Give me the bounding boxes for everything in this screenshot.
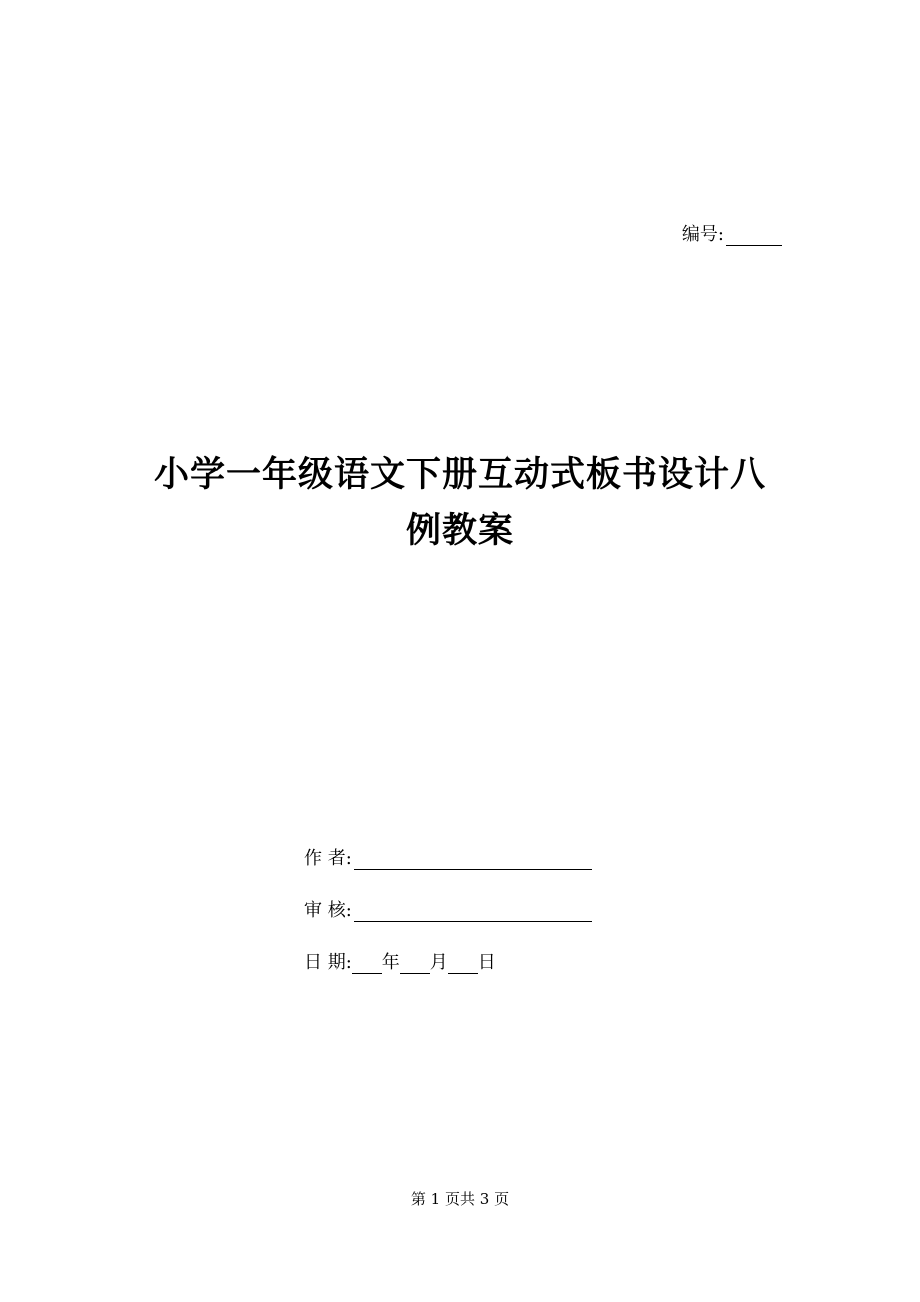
meta-block [304,844,592,1000]
year-blank [352,953,382,974]
reviewer-label: 审 核: [304,900,352,921]
reviewer-row [304,896,592,922]
document-title [120,447,800,559]
day-unit: 日 [477,952,496,973]
author-row [304,844,592,870]
date-label: 日 期: [304,952,352,973]
month-blank [400,953,430,974]
serial-number-label: 编号: [681,224,724,245]
serial-number-blank [726,227,782,246]
reviewer-blank [354,901,592,922]
author-label: 作 者: [304,848,352,869]
year-unit: 年 [381,952,400,973]
title-line-2: 例教案 [405,510,514,551]
month-unit: 月 [429,952,448,973]
page-footer: 第 1 页共 3 页 [410,1190,510,1208]
author-blank [354,849,592,870]
serial-number-field [682,220,782,246]
day-blank [448,953,478,974]
date-row [304,948,592,974]
title-line-1: 小学一年级语文下册互动式板书设计八 [153,454,766,495]
